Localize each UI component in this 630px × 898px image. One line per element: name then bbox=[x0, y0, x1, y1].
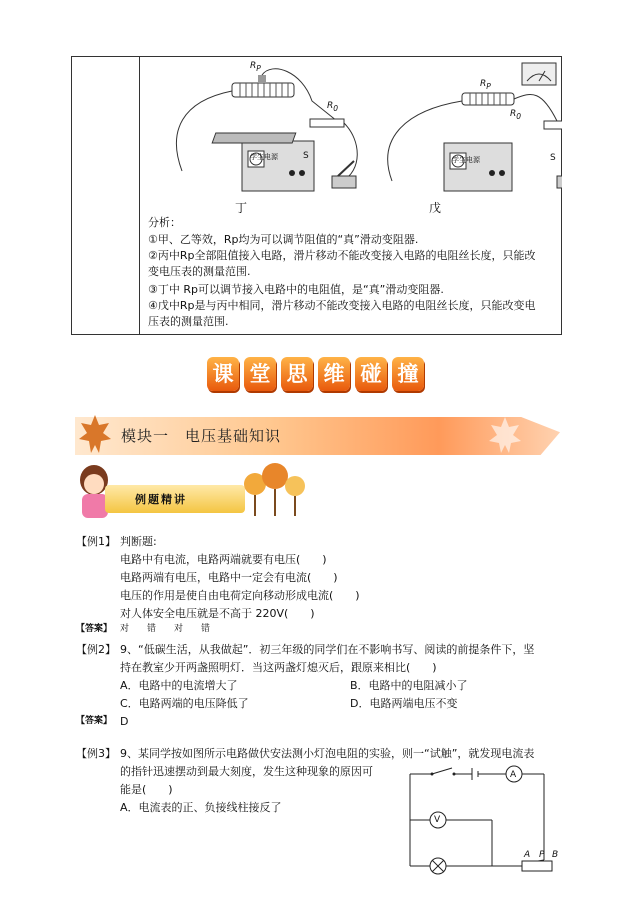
example-badge-label: 例题精讲 bbox=[135, 493, 187, 506]
analysis-line: 压表的测量范围. bbox=[148, 315, 229, 328]
circuit-ding bbox=[176, 69, 357, 191]
example-badge bbox=[105, 485, 245, 513]
rheostat-end-b-label: B bbox=[552, 850, 559, 860]
ammeter-label: A bbox=[510, 770, 517, 780]
leaf-decoration-icon bbox=[475, 413, 535, 457]
banner-char: 碰 bbox=[355, 357, 387, 391]
ex1-label: 【例1】 bbox=[76, 535, 116, 548]
trees-decoration-icon bbox=[240, 462, 310, 520]
ex2-option-d: D．电路两端电压不变 bbox=[350, 697, 458, 710]
section-banner bbox=[207, 357, 423, 395]
ex3-circuit-diagram bbox=[402, 764, 562, 890]
ex2-line: 9、“低碳生活，从我做起”．初三年级的同学们在不影响书写、阅读的前提条件下，坚 bbox=[120, 643, 535, 656]
analysis-line: ①甲、乙等效，Rp均为可以调节阻值的“真”滑动变阻器. bbox=[148, 233, 419, 246]
ex2-label: 【例2】 bbox=[76, 643, 116, 656]
caption-ding: 丁 bbox=[235, 201, 248, 215]
ex1-answer: 对 错 对 错 bbox=[120, 624, 211, 634]
ex2-answer-label: 【答案】 bbox=[76, 716, 113, 726]
ex2-option-a: A．电路中的电流增大了 bbox=[120, 679, 238, 692]
ex3-line: 能是( ) bbox=[120, 783, 173, 796]
rheostat-end-a-label: A bbox=[524, 850, 531, 860]
caption-wu: 戊 bbox=[429, 201, 442, 215]
r0-label-left: $R_0$ bbox=[327, 101, 339, 113]
ex2-option-b: B．电路中的电阻减小了 bbox=[350, 679, 468, 692]
circuit-wu bbox=[388, 63, 562, 191]
banner-char: 撞 bbox=[392, 357, 424, 391]
ex3-option-a: A．电流表的正、负接线柱接反了 bbox=[120, 801, 282, 814]
ex1-answer-label: 【答案】 bbox=[76, 624, 113, 634]
ex2-line: 持在教室少开两盏照明灯．当这两盏灯熄灭后，跟原来相比( ) bbox=[120, 661, 437, 674]
voltmeter-label: V bbox=[434, 815, 441, 825]
ex1-item: 电压的作用是使自由电荷定向移动形成电流( ) bbox=[120, 589, 360, 602]
analysis-line: ④戊中Rp是与丙中相同，滑片移动不能改变接入电路的电阻丝长度，只能改变电 bbox=[148, 299, 536, 312]
circuit-figures bbox=[162, 61, 562, 211]
analysis-line: ③丁中 Rp可以调节接入电路中的电阻值，是“真”滑动变阻器. bbox=[148, 283, 444, 296]
module-header bbox=[75, 411, 560, 459]
banner-char: 堂 bbox=[244, 357, 276, 391]
switch-label-right: S bbox=[550, 153, 556, 163]
rheostat-slider-p-label: P bbox=[539, 850, 545, 860]
analysis-table bbox=[71, 56, 562, 335]
ex3-line: 的指针迅速摆动到最大刻度，发生这种现象的原因可 bbox=[120, 765, 373, 778]
ex2-option-c: C．电路两端的电压降低了 bbox=[120, 697, 249, 710]
banner-char: 课 bbox=[207, 357, 239, 391]
analysis-line: ②丙中Rp全部阻值接入电路，滑片移动不能改变接入电路的电阻丝长度，只能改 bbox=[148, 249, 536, 262]
switch-label-left: S bbox=[303, 151, 309, 161]
banner-char: 思 bbox=[281, 357, 313, 391]
power-label-left: 学生电源 bbox=[250, 153, 278, 161]
module-title: 模块一 电压基础知识 bbox=[121, 427, 282, 445]
banner-char: 维 bbox=[318, 357, 350, 391]
analysis-line: 变电压表的测量范围. bbox=[148, 265, 251, 278]
ex1-item: 电路中有电流，电路两端就要有电压( ) bbox=[120, 553, 327, 566]
table-divider bbox=[139, 57, 140, 334]
ex3-label: 【例3】 bbox=[76, 747, 116, 760]
r0-label-right: $R_0$ bbox=[510, 109, 522, 121]
rp-label-right: $R_P$ bbox=[480, 79, 491, 91]
ex3-line: 9、某同学按如图所示电路做伏安法测小灯泡电阻的实验，则一“试触”，就发现电流表 bbox=[120, 747, 535, 760]
ex2-answer: D bbox=[120, 715, 129, 728]
rp-label-left: $R_P$ bbox=[250, 61, 261, 73]
ex1-intro: 判断题: bbox=[120, 535, 157, 548]
ex1-item: 电路两端有电压，电路中一定会有电流( ) bbox=[120, 571, 338, 584]
ex1-item: 对人体安全电压就是不高于 220V( ) bbox=[120, 607, 315, 620]
analysis-title: 分析： bbox=[148, 216, 181, 229]
maple-leaf-icon bbox=[75, 411, 115, 459]
power-label-right: 学生电源 bbox=[452, 156, 480, 164]
